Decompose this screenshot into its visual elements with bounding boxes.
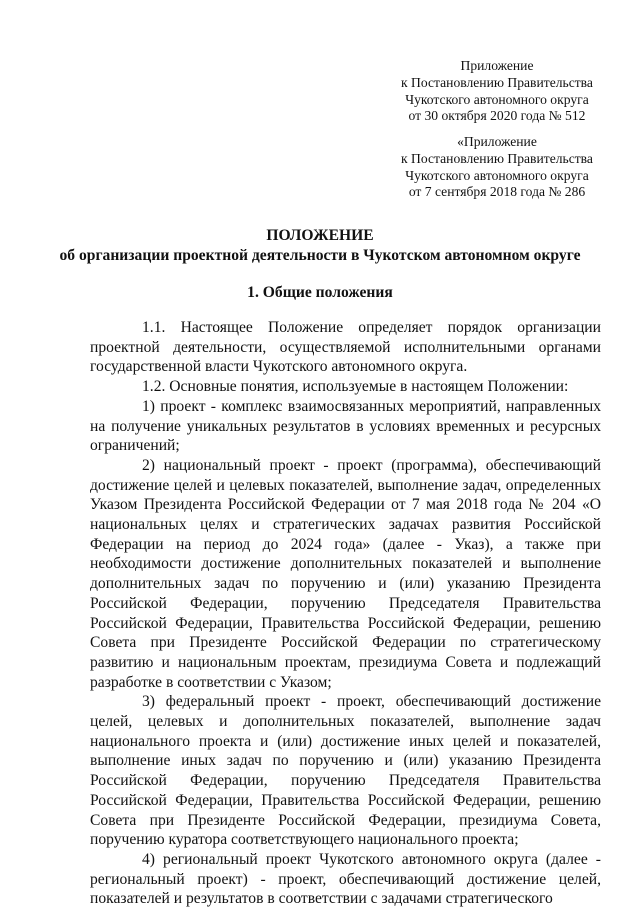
document-title (0, 226, 640, 266)
section-heading: 1. Общие положения (247, 284, 393, 301)
annex-header-previous (392, 134, 602, 201)
paragraph: 3) федеральный проект - проект, обеспечивающий достижение целей, целевых и дополнительных показателей, выполнение задач национального проекта и (или) достижение иных целей и показателей, выполнение иных задач по поручению и (или) указанию Президента Российской Федерации, поручению Председателя Правительства Российской Федерации, Правительства Российской Федерации, решению Совета при Президенте Российской Федерации, президиума Совета, поручению куратора соответствующего национального проекта; (90, 693, 601, 849)
document-title-subtitle: об организации проектной деятельности в Чукотском автономном округе (59, 247, 581, 264)
annex-header-current (392, 58, 602, 125)
paragraph: 4) региональный проект Чукотского автономного округа (далее - региональный проект) - проект, обеспечивающий достижение целей, показателей и результатов в соответствии с задачами стратегического (90, 850, 601, 908)
annex-header-line: от 7 сентября 2018 года № 286 (408, 184, 586, 200)
annex-header-line: Чукотского автономного округа (405, 91, 589, 107)
paragraph: 1.1. Настоящее Положение определяет порядок организации проектной деятельности, осуществляемой исполнительными органами государственной власти Чукотского автономного округа. (90, 319, 601, 376)
document-title-main: ПОЛОЖЕНИЕ (266, 227, 374, 244)
annex-header-line: к Постановлению Правительства (401, 74, 593, 90)
paragraph: 2) национальный проект - проект (программа), обеспечивающий достижение целей и целевых показателей, выполнение задач, определенных Указом Президента Российской Федерации от 7 мая 2018 года № 204 «О национальных целях и стратегических задачах развития Российской Федерации на период до 2024 года» (далее - Указ), а также при необходимости достижение дополнительных показателей и выполнение дополнительных задач по поручению и (или) указанию Президента Российской Федерации, поручению Председателя Правительства Российской Федерации, Правительства Российской Федерации, решению Совета при Президенте Российской Федерации по стратегическому развитию и национальным проектам, президиума Совета и подлежащий разработке в соответствии с Указом; (90, 456, 601, 691)
annex-header-line: к Постановлению Правительства (401, 150, 593, 166)
paragraph: 1.2. Основные понятия, используемые в настоящем Положении: (142, 378, 569, 396)
paragraph: 1) проект - комплекс взаимосвязанных мероприятий, направленных на получение уникальных результатов в условиях временных и ресурсных ограничений; (90, 397, 601, 455)
annex-header-line: от 30 октября 2020 года № 512 (408, 108, 586, 124)
annex-header-line: Чукотского автономного округа (405, 167, 589, 183)
annex-header-line: Приложение (460, 58, 534, 73)
annex-header-line: «Приложение (457, 134, 537, 149)
document-body (90, 318, 601, 909)
